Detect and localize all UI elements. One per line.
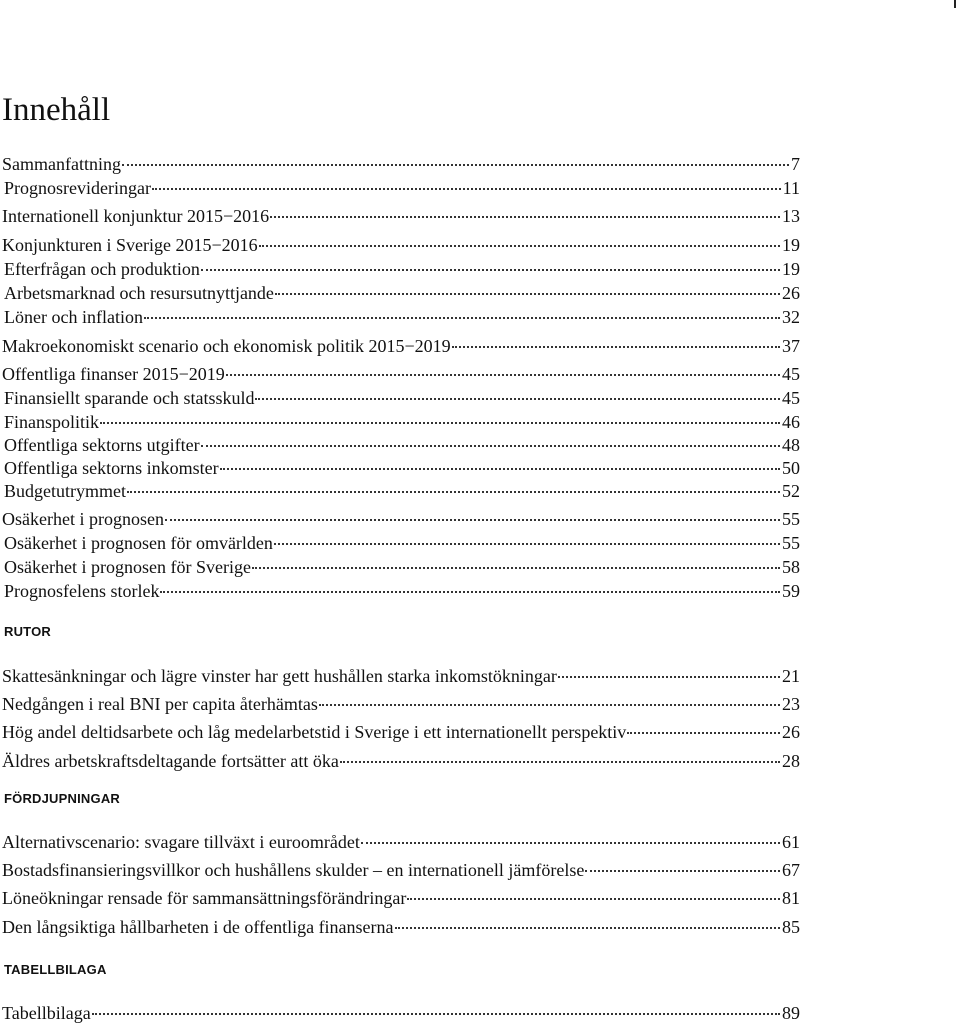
toc-entry-label: Alternativscenario: svagare tillväxt i euroområdet (2, 832, 360, 852)
toc-page-number: 48 (782, 435, 800, 455)
toc-entry-label: Prognosrevideringar (4, 178, 151, 198)
toc-entry-label: Makroekonomiskt scenario och ekonomisk politik 2015−2019 (2, 336, 451, 356)
toc-page-number: 61 (782, 832, 800, 852)
toc-page-number: 21 (782, 666, 800, 686)
toc-page-number: 85 (782, 917, 800, 937)
corner-mark (954, 0, 956, 8)
toc-entry[interactable] (2, 152, 800, 176)
toc-entry-label: Finansiellt sparande och statsskuld (4, 388, 255, 408)
toc-leader-dots (319, 704, 780, 706)
toc-page-number: 89 (782, 1003, 800, 1023)
toc-page-number: 32 (782, 307, 800, 327)
toc-entry[interactable] (2, 362, 800, 386)
toc-entry[interactable] (2, 692, 800, 716)
toc-entry[interactable] (2, 664, 800, 688)
page-title: Innehåll (2, 92, 111, 128)
toc-page-number: 52 (782, 481, 800, 501)
toc-page-number: 19 (782, 235, 800, 255)
toc-leader-dots (395, 927, 780, 929)
toc-leader-dots (201, 445, 780, 447)
toc-leader-dots (270, 216, 780, 218)
toc-page-number: 58 (782, 557, 800, 577)
toc-entry-label: Finanspolitik (4, 412, 100, 432)
toc-leader-dots (255, 398, 780, 400)
toc-leader-dots (127, 491, 780, 493)
toc-entry-label: Budgetutrymmet (4, 481, 126, 501)
toc-entry[interactable] (2, 531, 800, 555)
toc-entry[interactable] (2, 305, 800, 329)
toc-leader-dots (452, 346, 780, 348)
section-heading-tabellbilaga: TABELLBILAGA (4, 962, 107, 977)
toc-leader-dots (226, 374, 780, 376)
toc-entry[interactable] (2, 433, 800, 457)
toc-page-number: 50 (782, 458, 800, 478)
toc-entry[interactable] (2, 720, 800, 744)
toc-page-number: 13 (782, 206, 800, 226)
toc-leader-dots (361, 842, 780, 844)
toc-page-number: 26 (782, 283, 800, 303)
toc-entry-label: Konjunkturen i Sverige 2015−2016 (2, 235, 258, 255)
toc-entry-label: Osäkerhet i prognosen (2, 509, 164, 529)
toc-page-number: 59 (782, 581, 800, 601)
toc-page-number: 67 (782, 860, 800, 880)
toc-page-number: 45 (782, 388, 800, 408)
toc-leader-dots (92, 1013, 780, 1015)
toc-leader-dots (585, 870, 780, 872)
toc-leader-dots (627, 732, 780, 734)
toc-leader-dots (152, 188, 781, 190)
toc-entry[interactable] (2, 281, 800, 305)
toc-entry-label: Den långsiktiga hållbarheten i de offentliga finanserna (2, 917, 394, 937)
toc-entry[interactable] (2, 176, 800, 200)
toc-entry-label: Osäkerhet i prognosen för omvärlden (4, 533, 273, 553)
toc-entry-label: Äldres arbetskraftsdeltagande fortsätter att öka (2, 751, 339, 771)
toc-entry-label: Efterfrågan och produktion (4, 259, 200, 279)
toc-leader-dots (100, 422, 780, 424)
toc-leader-dots (160, 591, 780, 593)
toc-entry[interactable] (2, 334, 800, 358)
toc-page-number: 46 (782, 412, 800, 432)
toc-leader-dots (165, 519, 780, 521)
toc-page-number: 28 (782, 751, 800, 771)
toc-entry[interactable] (2, 204, 800, 228)
toc-entry-label: Osäkerhet i prognosen för Sverige (4, 557, 251, 577)
toc-page-number: 19 (782, 259, 800, 279)
toc-leader-dots (275, 293, 780, 295)
toc-entry-label: Prognosfelens storlek (4, 581, 160, 601)
toc-entry-label: Arbetsmarknad och resursutnyttjande (4, 283, 274, 303)
toc-page-number: 81 (782, 888, 800, 908)
toc-leader-dots (558, 676, 780, 678)
toc-entry-label: Tabellbilaga (2, 1003, 91, 1023)
toc-leader-dots (252, 567, 780, 569)
toc-entry-label: Hög andel deltidsarbete och låg medelarbetstid i Sverige i ett internationellt perspektiv (2, 722, 627, 742)
toc-page-number: 7 (791, 154, 800, 174)
toc-entry-label: Nedgången i real BNI per capita återhämtas (2, 694, 318, 714)
toc-entry-label: Offentliga sektorns inkomster (4, 458, 219, 478)
toc-entry-label: Bostadsfinansieringsvillkor och hushållens skulder – en internationell jämförelse (2, 860, 585, 880)
toc-entry[interactable] (2, 507, 800, 531)
toc-entry[interactable] (2, 1001, 800, 1025)
toc-leader-dots (274, 543, 780, 545)
toc-entry[interactable] (2, 579, 800, 603)
toc-leader-dots (259, 245, 780, 247)
toc-entry-label: Offentliga sektorns utgifter (4, 435, 200, 455)
toc-entry[interactable] (2, 479, 800, 503)
toc-page-number: 23 (782, 694, 800, 714)
section-heading-rutor: RUTOR (4, 624, 51, 639)
toc-page-number: 55 (782, 533, 800, 553)
section-heading-fordjupningar: FÖRDJUPNINGAR (4, 791, 120, 806)
toc-page-number: 37 (782, 336, 800, 356)
toc-leader-dots (122, 164, 789, 166)
toc-entry-label: Löneökningar rensade för sammansättningsförändringar (2, 888, 407, 908)
toc-page-number: 55 (782, 509, 800, 529)
toc-entry-label: Offentliga finanser 2015−2019 (2, 364, 225, 384)
toc-leader-dots (144, 317, 780, 319)
toc-page-number: 11 (782, 178, 800, 198)
toc-entry[interactable] (2, 830, 800, 854)
toc-entry-label: Skattesänkningar och lägre vinster har gett hushållen starka inkomstökningar (2, 666, 557, 686)
toc-entry[interactable] (2, 858, 800, 882)
toc-entry[interactable] (2, 386, 800, 410)
toc-leader-dots (201, 269, 780, 271)
toc-entry[interactable] (2, 555, 800, 579)
toc-page-number: 26 (782, 722, 800, 742)
toc-entry[interactable] (2, 456, 800, 480)
toc-entry[interactable] (2, 233, 800, 257)
toc-entry[interactable] (2, 915, 800, 939)
toc-entry[interactable] (2, 410, 800, 434)
toc-entry[interactable] (2, 749, 800, 773)
toc-entry[interactable] (2, 257, 800, 281)
toc-leader-dots (407, 898, 780, 900)
toc-page-number: 45 (782, 364, 800, 384)
toc-entry-label: Internationell konjunktur 2015−2016 (2, 206, 270, 226)
toc-leader-dots (340, 761, 780, 763)
toc-entry[interactable] (2, 886, 800, 910)
toc-leader-dots (220, 468, 780, 470)
toc-entry-label: Löner och inflation (4, 307, 143, 327)
toc-entry-label: Sammanfattning (2, 154, 121, 174)
